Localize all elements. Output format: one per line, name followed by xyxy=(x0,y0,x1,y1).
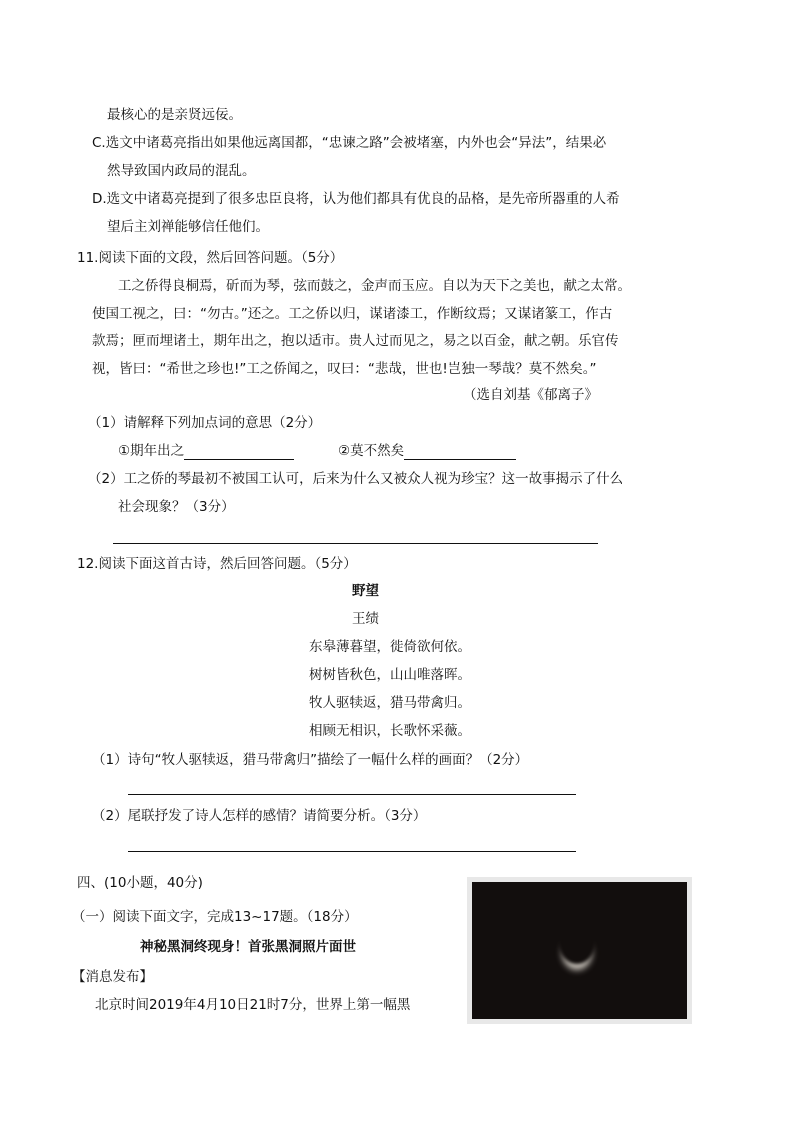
answer-blank[interactable] xyxy=(184,445,294,460)
poem-title: 野望 xyxy=(352,583,379,599)
q11-sub2-cont: 社会现象？（3分） xyxy=(118,499,235,515)
poem-line: 树树皆秋色，山山唯落晖。 xyxy=(309,667,471,683)
q11-sub1-a xyxy=(118,442,294,460)
q11-passage-line: 款焉；匣而埋诸土，期年出之，抱以适市。贵人过而见之，易之以百金，献之朝。乐官传 xyxy=(92,333,619,349)
answer-line[interactable] xyxy=(128,794,576,795)
article-body: 北京时间2019年4月10日21时7分，世界上第一幅黑 xyxy=(95,997,411,1013)
q12-title: 12.阅读下面这首古诗，然后回答问题。（5分） xyxy=(77,556,357,572)
q11-source: （选自刘基《郁离子》 xyxy=(463,387,598,403)
q11-title: 11.阅读下面的文段，然后回答问题。（5分） xyxy=(77,250,344,266)
q12-sub1: （1）诗句“牧人驱犊返，猎马带禽归”描绘了一幅什么样的画面？（2分） xyxy=(92,752,529,768)
q11-sub1-b xyxy=(338,442,516,460)
q11-sub1-b-label: ②莫不然矣 xyxy=(338,443,405,459)
q11-sub1-a-label: ①期年出之 xyxy=(118,443,185,459)
poem-line: 相顾无相识，长歌怀采薇。 xyxy=(309,723,471,739)
black-hole-ring xyxy=(560,926,594,964)
q11-passage-line: 视，皆曰：“希世之珍也!”工之侨闻之，叹曰：“悲哉，世也!岂独一琴哉？莫不然矣。” xyxy=(92,361,597,377)
q10-option-d: D.选文中诸葛亮提到了很多忠臣良将，认为他们都具有优良的品格，是先帝所器重的人希 xyxy=(92,191,620,207)
article-title: 神秘黑洞终现身！首张黑洞照片面世 xyxy=(140,939,356,955)
q10-option-c: C.选文中诸葛亮指出如果他远离国都，“忠谏之路”会被堵塞，内外也会“异法”，结果必 xyxy=(92,135,607,151)
black-hole-photo xyxy=(467,877,692,1024)
q10-option-b-cont: 最核心的是亲贤远佞。 xyxy=(107,107,242,123)
answer-line[interactable] xyxy=(113,543,598,544)
poem-author: 王绩 xyxy=(352,611,379,627)
section4-title: 四、(10小题，40分) xyxy=(77,875,203,891)
section4-part1: （一）阅读下面文字，完成13~17题。（18分） xyxy=(72,909,358,925)
q11-sub2: （2）工之侨的琴最初不被国工认可，后来为什么又被众人视为珍宝？这一故事揭示了什么 xyxy=(88,471,624,487)
q12-sub2: （2）尾联抒发了诗人怎样的感情？请简要分析。（3分） xyxy=(92,808,427,824)
q11-passage-line: 工之侨得良桐焉，斫而为琴，弦而鼓之，金声而玉应。自以为天下之美也，献之太常。 xyxy=(118,278,631,294)
article-tag: 【消息发布】 xyxy=(72,969,153,985)
q11-passage-line: 使国工视之，曰：“勿古。”还之。工之侨以归，谋诸漆工，作断纹焉；又谋诸篆工，作古 xyxy=(92,306,613,322)
q10-option-c-cont: 然导致国内政局的混乱。 xyxy=(107,163,256,179)
poem-line: 东皋薄暮望，徙倚欲何依。 xyxy=(309,639,471,655)
answer-blank[interactable] xyxy=(404,445,516,460)
q11-sub1: （1）请解释下列加点词的意思（2分） xyxy=(88,415,322,431)
q10-option-d-cont: 望后主刘禅能够信任他们。 xyxy=(107,219,269,235)
poem-line: 牧人驱犊返，猎马带禽归。 xyxy=(309,695,471,711)
answer-line[interactable] xyxy=(128,851,576,852)
